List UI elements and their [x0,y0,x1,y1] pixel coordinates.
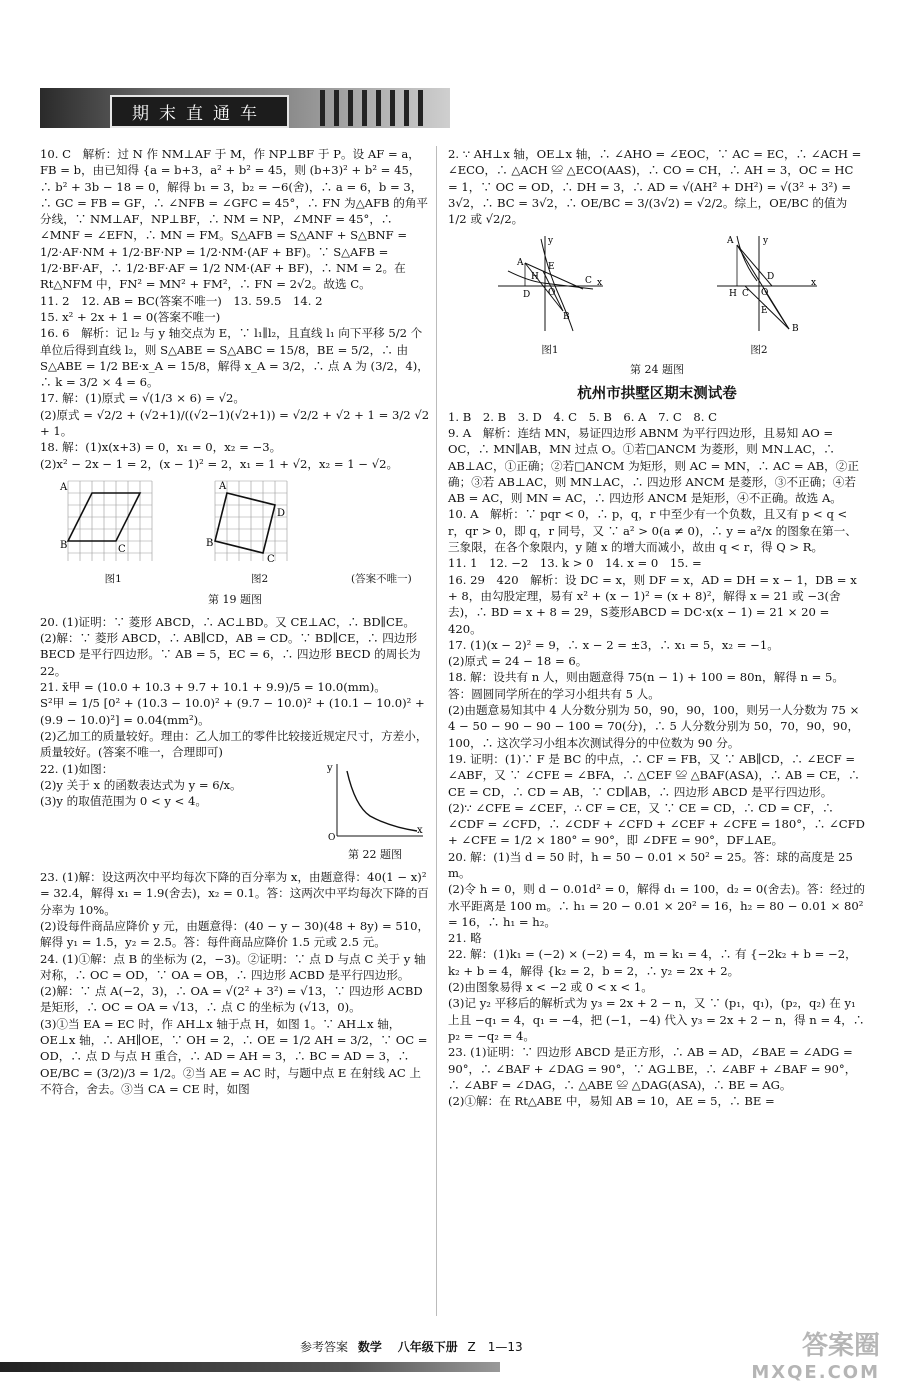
answer-22-text [40,761,320,870]
svg-text:H: H [728,289,737,300]
answer-11-14: 11. 2 12. AB = BC(答案不唯一) 13. 59.5 14. 2 [40,293,323,308]
label-d: D [276,507,285,519]
answer-24-1: 24. (1)①解：点 B 的坐标为 (2，−3)。②证明：∵ 点 D 与点 C 关于 y 轴对称，∴ OC = OD，∵ OA = OB，∴ 四边形 ACBD 是平行四边形。 [40,951,426,982]
answer-20-2: (2)解：∵ 菱形 ABCD，∴ AB∥CD，AB = CD。∵ BD∥CE，∴ 四边形 BECD 是平行四边形。∵ AB = 5，EC = 6，∴ 四边形 BECD 的周长为 22。 [40,631,421,678]
page-footer [300,1338,523,1355]
svg-text:A: A [726,236,733,247]
answer-21-mean: 21. x̄甲 = (10.0 + 10.3 + 9.7 + 10.1 + 9.9)/5 = 10.0(mm)。 [40,680,386,695]
answer-24-3: (3)①当 EA = EC 时，作 AH⊥x 轴于点 H，如图 1。∵ AH⊥x 轴，OE⊥x 轴，∴ AH∥OE，∵ OH = 2，∴ OE = 1/2 AH = 3/2，∵ OC = OD，∴ 点 D 与点 H 重合，∴ AD = AH = 3，∴ BC = AD = 3，∴ OE/BC = (3/2)/3 = 1/2。②当 AE = AC 时，与题中点 E 在射线 AC 上不符合，舍去。③当 CA = CE 时，如图 [40,1016,428,1096]
svg-text:A: A [516,258,523,269]
answer-17-2: (2)原式 = √2/2 + (√2+1)/((√2−1)(√2+1)) = √2/2 + √2 + 1 = 3/2 √2 + 1。 [40,407,430,439]
figure-19-1 [58,476,168,588]
answer-r-19-2: (2)∵ ∠CFE = ∠CEF，∴ CF = CE，又 ∵ CE = CD，∴ CD = CF，∴ ∠CDF = ∠CFD，∴ ∠CDF + ∠CFD + ∠CEF + ∠CFE = 180°，∴ ∠CFD + ∠CFE = 1/2 × 180° = 90°，即 ∠DFE = 90°，DF⊥AE。 [448,800,865,848]
coordinate-figure-1 [493,231,608,336]
footer-bar [0,1362,500,1372]
answer-r-22-3: (3)记 y₂ 平移后的解析式为 y₃ = 2x + 2 − n，又 ∵ (p₁，q₁)，(p₂，q₂) 在 y₁ 上且 −q₁ = 4，q₁ = −4，把 (−1，−4) 代入 y₃ = 2x + 2 − n，得 n = 4，∴ p₂ = −q₂ = 4。 [448,996,865,1043]
axis-x-label: x [417,824,423,836]
answer-24-continued: 2. ∵ AH⊥x 轴，OE⊥x 轴，∴ ∠AHO = ∠EOC，∵ AC = EC，∴ ∠ACH = ∠ECO，∴ △ACH ≌ △ECO(AAS)，∴ CO = CH，∴ AH = 3，OC = HC = 1，∵ OC = OD，∴ DH = 3，∴ AD = √(AH² + DH²) = √(3² + 3²) = 3√2，∴ BC = 3√2，∴ OE/BC = 3/(3√2) = √2/2。综上，OE/BC 的值为 1/2 或 √2/2。 [448,147,862,227]
figure-24-caption: 第 24 题图 [630,363,684,377]
svg-text:B: B [791,324,799,335]
answer-r-1-8: 1. B 2. B 3. D 4. C 5. B 6. A 7. C 8. C [448,409,717,424]
grid-parallelogram-figure [58,476,168,566]
watermark-line2: MXQE.COM [751,1362,880,1383]
answer-23-2: (2)设每件商品应降价 y 元，由题意得：(40 − y − 30)(48 + 8y) = 510，解得 y₁ = 1.5，y₂ = 2.5。答：每件商品应降价 1.5 元或 2.5 元。 [40,918,430,950]
answer-18-2: (2)x² − 2x − 1 = 2，(x − 1)² = 2，x₁ = 1 + √2，x₂ = 1 − √2。 [40,456,399,471]
answer-22-3: (3)y 的取值范围为 0 < y < 4。 [40,794,207,809]
coordinate-figure-2 [697,231,822,336]
figure-19-2-caption: 图2 [251,573,269,586]
answer-22-block [40,761,430,870]
svg-text:D: D [766,272,774,283]
figure-24-2-caption: 图2 [750,343,768,356]
grid-rectangle-figure [205,476,315,566]
origin-label: O [328,832,336,841]
figure-19-note: (答案不唯一) [351,573,412,586]
answer-21-2: (2)乙加工的质量较好。理由：乙人加工的零件比较接近规定尺寸，方差小，质量较好。(答案不唯一，合理即可) [40,728,428,760]
figure-19-2 [205,476,315,588]
answer-r-18-1: 18. 解：设共有 n 人，则由题意得 75(n − 1) + 100 = 80n，解得 n = 5。答：圆圆同学所在的学习小组共有 5 人。 [448,670,845,701]
svg-text:x: x [596,278,602,289]
answer-r-23-2: (2)①解：在 Rt△ABE 中，易知 AB = 10，AE = 5，∴ BE = [448,1094,775,1109]
svg-text:O: O [547,288,555,299]
figure-19-caption: 第 19 题图 [208,592,262,606]
answer-r-19-1: 19. 证明：(1)∵ F 是 BC 的中点，∴ CF = FB，又 ∵ AB∥CD，∴ ∠ECF = ∠ABF，又 ∵ ∠CFE = ∠BFA，∴ △CEF ≌ △BAF(ASA)，∴ AB = CE，∴ CE = CD，∴ CD = AB，∵ CD∥AB，∴ 四边形 ABCD 是平行四边形。 [448,751,860,799]
answer-r-18-2: (2)由题意易知其中 4 人分数分别为 50，90，90，100，则另一人分数为 75 × 4 − 50 − 90 − 90 − 100 = 70(分)，∴ 5 人分数分别为 50，70，90，90，100，∴ 这次学习小组本次测试得分的中位数为 90 分。 [448,703,860,750]
answer-20-1: 20. (1)证明：∵ 菱形 ABCD，∴ AC⊥BD。又 CE⊥AC，∴ BD∥CE。 [40,614,415,629]
footer-label: 参考答案 [300,1340,349,1354]
answer-r-17-2: (2)原式 = 24 − 18 = 6。 [448,654,588,669]
watermark-line1: 答案圈 [801,1331,880,1361]
page-header-title: 期末直通车 [110,95,289,128]
svg-text:C: C [741,289,749,300]
label-b: B [60,539,68,551]
answer-r-20-1: 20. 解：(1)当 d = 50 时，h = 50 − 0.01 × 50² = 25。答：球的高度是 25 m。 [448,849,853,880]
answer-10: 10. C 解析：过 N 作 NM⊥AF 于 M，作 NP⊥BF 于 P。设 AF = a，FB = b，由已知得 {a = b+3，a² + b² = 45，则 (b+3)² + b² = 45，∴ b² + 3b − 18 = 0，解得 b₁ = 3，b₂ = −6(舍)，∴ a = 6，b = 3，∴ GC = FB = GF，∴ ∠NFB = ∠GFC = 45°，∴ FN 为△AFB 的角平分线，∵ NM⊥AF，NP⊥BF，∴ NM = NP，∠MNF = 45°，∴ ∠MNF = ∠EFN，∴ MN = FM。S△AFB = S△ANF + S△BNF = 1/2·AF·NM + 1/2·BF·NP = 1/2·NM·(AF + BF)。∵ S△AFB = 1/2·BF·AF，∴ 1/2·BF·AF = 1/2 NM·(AF + BF)，∴ NM = 2。在 Rt△NFM 中，FN² = MN² + FM²，∴ FN = 2√2。故选 C。 [40,147,429,292]
svg-text:x: x [810,278,816,289]
figure-22-caption: 第 22 题图 [348,847,402,861]
figure-19-1-caption: 图1 [104,573,122,586]
watermark [700,1325,880,1383]
figure-19 [40,476,430,588]
answer-15: 15. x² + 2x + 1 = 0(答案不唯一) [40,309,221,324]
answer-r-21: 21. 略 [448,931,482,946]
label-c: C [118,543,126,555]
figure-24-1-caption: 图1 [541,343,559,356]
right-column [448,146,866,1109]
footer-grade: 八年级下册 [397,1340,458,1354]
svg-text:C: C [584,276,592,287]
answer-r-22-2: (2)由图象易得 x < −2 或 0 < x < 1。 [448,980,653,995]
figure-24-2 [697,231,822,358]
answer-r-22-1: 22. 解：(1)k₁ = (−2) × (−2) = 4，m = k₁ = 4，∴ 有 {−2k₂ + b = −2，k₂ + b = 4，解得 {k₂ = 2，b = 2，∴ y₂ = 2x + 2。 [448,947,857,978]
footer-subject: 数学 [357,1340,382,1354]
answer-r-23-1: 23. (1)证明：∵ 四边形 ABCD 是正方形，∴ AB = AD，∠BAE = ∠ADG = 90°，∴ ∠BAF + ∠DAG = 90°，∵ AG⊥BE，∴ ∠ABF + ∠BAF = 90°，∴ ∠ABF = ∠DAG，∴ △ABE ≌ △DAG(ASA)，∴ BE = AG。 [448,1045,857,1092]
svg-text:D: D [522,290,530,301]
figure-22 [320,761,430,870]
svg-text:B: B [562,312,570,323]
figure-24 [448,231,866,358]
label-a: A [60,481,68,493]
answer-r-16: 16. 29 420 解析：设 DC = x，则 DF = x，AD = DH = x − 1，DB = x + 8，由勾股定理，易有 x² + (x − 1)² = (x + 8)²，解得 x = 21 或 −3(舍去)，∴ BD = x + 8 = 29，S菱形ABCD = DC·x(x − 1) = 21 × 20 = 420。 [448,572,857,636]
section-title: 杭州市拱墅区期末测试卷 [577,386,737,403]
answer-23-1: 23. (1)解：设这两次中平均每次下降的百分率为 x，由题意得：40(1 − x)² = 32.4，解得 x₁ = 1.9(舍去)，x₂ = 0.1。答：这两次中平均每次下降的百分率为 10%。 [40,870,429,917]
answer-16: 16. 6 解析：记 l₂ 与 y 轴交点为 E，∵ l₁∥l₂，且直线 l₁ 向下平移 5/2 个单位后得到直线 l₂，则 S△ABE = S△ABC = 15/8，BE = 5/2，∴ 由 S△ABE = 1/2 BE·x_A = 15/8，解得 x_A = 3/2，∴ 点 A 为 (3/2，4)，∴ k = 3/2 × 4 = 6。 [40,326,429,390]
svg-text:E: E [760,306,768,317]
answer-17-1: 17. 解：(1)原式 = √(1/3 × 6) = √2。 [40,391,246,406]
answer-r-17-1: 17. (1)(x − 2)² = 9，∴ x − 2 = ±3，∴ x₁ = 5，x₂ = −1。 [448,637,779,652]
svg-text:y: y [762,236,768,247]
answer-r-9: 9. A 解析：连结 MN，易证四边形 ABNM 为平行四边形，且易知 AO = OC，∴ MN∥AB，MN 过点 O。①若□ANCM 为菱形，则 MN⊥AC，∴ AB⊥AC，①正确；②若□ANCM 为矩形，则 AC = MN，∴ AC = AB，②正确；③若 AB⊥AC，则 MN⊥AC，∴ 四边形 ANCM 是菱形，③不正确；④若 AB = AC，则 MN = AC，∴ 四边形 ANCM 是矩形，④不正确。故选 A。 [448,425,859,506]
svg-text:O: O [760,288,768,299]
label-a: A [218,480,226,492]
answer-21-variance: S²甲 = 1/5 [0² + (10.3 − 10.0)² + (9.7 − 10.0)² + (10.1 − 10.0)² + (9.9 − 10.0)²] = 0.04(mm²)。 [40,696,425,727]
inverse-function-graph [325,761,425,841]
label-c: C [266,553,275,565]
answer-22-2: (2)y 关于 x 的函数表达式为 y = 6/x。 [40,777,242,792]
answer-r-20-2: (2)令 h = 0，则 d − 0.01d² = 0，解得 d₁ = 100，d₂ = 0(舍去)。答：经过的水平距离是 100 m。∴ h₁ = 20 − 0.01 × 20² = 16，h₂ = 80 − 0.01 × 80² = 16，∴ h₁ = h₂。 [448,882,866,929]
header-decoration-bars [320,90,432,126]
svg-text:E: E [547,262,555,273]
answer-22-1: 22. (1)如图： [40,761,114,776]
answer-r-10: 10. A 解析：∵ pqr < 0，∴ p，q，r 中至少有一个负数，且又有 p < q < r，qr > 0，即 q，r 同号，又 ∵ a² > 0(a ≠ 0)，∴ y = a²/x 的图象在第一、三象限，在各个象限内，y 随 x 的增大而减小，故由 q < r，得 Q > R。 [448,507,857,555]
column-divider [436,146,437,1316]
left-column [40,146,430,1097]
label-b: B [205,537,213,549]
answer-18-1: 18. 解：(1)x(x+3) = 0，x₁ = 0，x₂ = −3。 [40,440,282,455]
figure-24-1 [493,231,608,358]
answer-r-11-15: 11. 1 12. −2 13. k > 0 14. x = 0 15. = [448,556,702,571]
footer-page: Z 1—13 [467,1340,523,1354]
svg-text:H: H [530,272,539,283]
answer-24-2: (2)解：∵ 点 A(−2，3)，∴ OA = √(2² + 3²) = √13，∵ 四边形 ACBD 是矩形，∴ OC = OA = √13，∴ 点 C 的坐标为 (√13，0)。 [40,984,423,1015]
axis-y-label: y [327,762,333,774]
svg-text:y: y [547,236,553,247]
